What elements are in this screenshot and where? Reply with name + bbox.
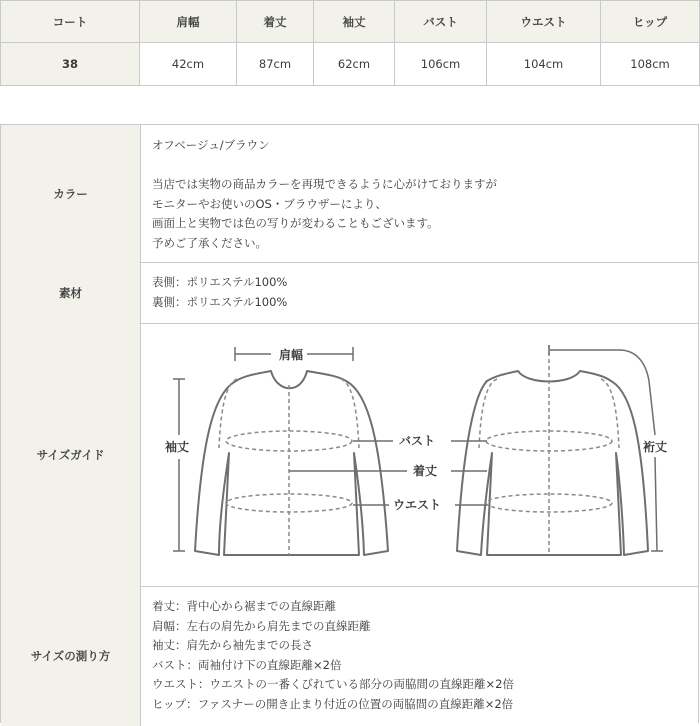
color-note-line: モニターやお使いのOS・ブラウザーにより、 (152, 196, 387, 211)
color-note-line: 当店では実物の商品カラーを再現できるように心がけておりますが (152, 177, 497, 191)
size-cell: 38 (1, 43, 140, 86)
front-waist-line (226, 494, 352, 512)
color-row (1, 125, 698, 263)
size-header-cell: コート (1, 1, 140, 43)
size-guide-label: サイズガイド (1, 323, 141, 586)
measurement-row (1, 586, 698, 726)
size-guide-diagram (141, 323, 699, 586)
color-label: カラー (1, 125, 141, 262)
material-value (152, 273, 692, 312)
sleeve-label: 袖丈 (165, 440, 190, 454)
shoulder-label: 肩幅 (279, 348, 304, 362)
color-value (152, 136, 692, 253)
waist-label: ウエスト (393, 498, 442, 512)
size-header-cell: ヒップ (601, 1, 700, 43)
size-header-cell: 着丈 (237, 1, 314, 43)
size-guide-row (1, 323, 698, 587)
color-note-line: 画面上と実物では色の写りが変わることもございます。 (152, 216, 439, 230)
size-cell: 108cm (601, 43, 700, 86)
measurement-line: バスト：両袖付け下の直線距離×2倍 (152, 657, 342, 672)
color-note-line: 予めご了承ください。 (152, 235, 267, 250)
material-line: 裏側：ポリエステル100% (152, 294, 288, 309)
material-label: 素材 (1, 262, 141, 323)
size-table-header (1, 1, 700, 43)
measurement-line: 肩幅：左右の肩先から肩先までの直線距離 (152, 618, 371, 633)
product-info-table (0, 124, 699, 723)
size-cell: 42cm (140, 43, 237, 86)
measurement-value (152, 597, 692, 714)
back-bust-line (486, 431, 612, 451)
size-cell: 62cm (314, 43, 395, 86)
size-header-cell: 肩幅 (140, 1, 237, 43)
bust-label: バスト (399, 434, 436, 448)
front-garment-outline (195, 371, 388, 555)
size-cell: 87cm (237, 43, 314, 86)
material-line: 表側：ポリエステル100% (152, 275, 288, 289)
sleeve-measure (173, 379, 185, 551)
measurement-line: 袖丈：肩先から袖先までの長さ (152, 638, 313, 652)
measurement-line: ヒップ：ファスナーの開き止まり付近の位置の両脇間の直線距離×2倍 (152, 696, 514, 711)
back-sleeve-curve (601, 379, 619, 448)
size-header-cell: 袖丈 (314, 1, 395, 43)
back-garment-outline (457, 371, 648, 555)
size-header-cell: ウエスト (487, 1, 601, 43)
material-row (1, 262, 698, 324)
size-header-cell: バスト (395, 1, 487, 43)
size-cell: 106cm (395, 43, 487, 86)
measurement-label: サイズの測り方 (1, 586, 141, 726)
yuki-label: 裄丈 (643, 440, 668, 454)
measurement-line: ウエスト：ウエストの一番くびれている部分の両脇間の直線距離×2倍 (152, 677, 514, 691)
size-cell: 104cm (487, 43, 601, 86)
measurement-line: 着丈：背中心から裾までの直線距離 (152, 599, 336, 613)
table-row (1, 43, 700, 86)
size-table (0, 0, 700, 86)
length-label: 着丈 (413, 464, 438, 478)
color-name: オフベージュ/ブラウン (152, 138, 270, 152)
